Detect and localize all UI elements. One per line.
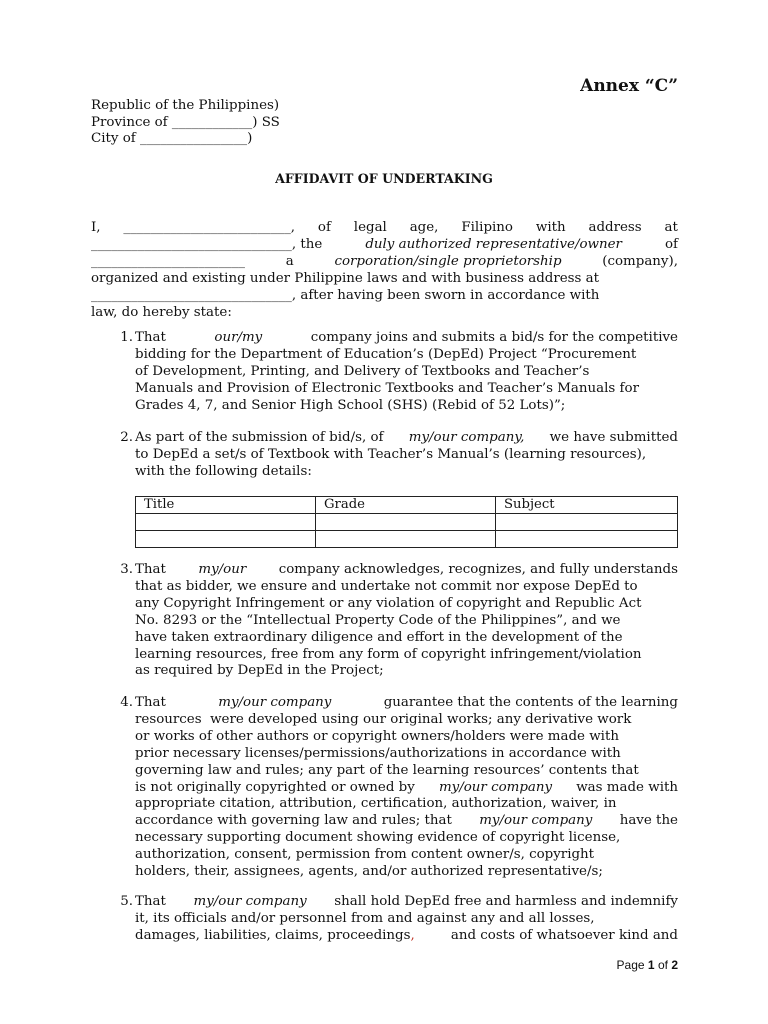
item-text-run: That [135, 330, 166, 345]
intro-text: ______________________________, after having been sworn in accordance with [91, 287, 600, 303]
intro-line [91, 237, 678, 254]
item-text-run: As part of the submission of bid/s, of [135, 430, 384, 445]
document-title: AFFIDAVIT OF UNDERTAKING [275, 171, 493, 186]
intro-text: at [664, 220, 678, 235]
intro-text: a [285, 253, 294, 269]
page-current: 1 [647, 958, 655, 972]
intro-text: age, [409, 220, 439, 235]
intro-line [91, 271, 678, 288]
intro-paragraph [91, 220, 678, 321]
intro-line [91, 254, 678, 271]
intro-line [91, 288, 678, 305]
venue-province: Province of ____________) SS [91, 114, 280, 130]
table-row [136, 531, 678, 548]
item-text-run: prior necessary licenses/permissions/authorizations in accordance with [135, 745, 621, 761]
item-text-run: we have submitted [549, 430, 678, 445]
list-item-3 [91, 562, 678, 680]
venue-city: City of ________________) [91, 131, 253, 146]
item-italic-run: my/our [198, 562, 247, 577]
item-text-run: authorization, consent, permission from content owner/s, copyright [135, 847, 595, 863]
item-text [135, 330, 678, 415]
name-blank: _________________________, [123, 220, 296, 235]
intro-text: law, do hereby state: [91, 304, 232, 320]
item-text-run: have taken extraordinary diligence and effort in the development of the [135, 629, 623, 645]
item-italic-run: my/our company [193, 894, 307, 909]
venue-republic: Republic of the Philippines) [91, 98, 280, 113]
intro-text: of [317, 220, 331, 235]
table-cell [316, 531, 496, 548]
list-item-1 [91, 330, 678, 415]
item-text-run: company joins and submits a bid/s for the competitive [310, 330, 678, 345]
item-text [135, 562, 678, 680]
item-number: 4. [120, 695, 133, 710]
item-number: 1. [120, 330, 133, 345]
list-item-2 [91, 430, 678, 481]
table-cell [496, 531, 678, 548]
item-text-run: or works of other authors or copyright owners/holders were made with [135, 728, 619, 744]
item-red-comma: , [410, 927, 415, 943]
item-text-run: to DepEd a set/s of Textbook with Teacher’s Manual’s (learning resources), [135, 446, 647, 462]
page-word: Page [616, 958, 645, 972]
list-item-5 [91, 894, 678, 945]
item-text [135, 894, 678, 945]
item-number: 3. [120, 562, 133, 577]
item-text-run: shall hold DepEd free and harmless and indemnify [334, 894, 678, 909]
item-text-run: damages, liabilities, claims, proceedings [135, 927, 411, 943]
item-text-run: company acknowledges, recognizes, and fully understands [278, 562, 678, 577]
intro-italic: duly authorized representative/owner [365, 236, 622, 252]
item-text-run: bidding for the Department of Education’s (DepEd) Project “Procurement [135, 346, 637, 362]
page-total: 2 [671, 958, 678, 972]
intro-text: Filipino [461, 220, 513, 235]
intro-text: (company), [602, 253, 678, 269]
table-cell [136, 531, 316, 548]
intro-text: with [535, 220, 566, 235]
intro-text: ______________________________, the [91, 236, 323, 252]
intro-text: I, [91, 220, 101, 235]
item-text-run: guarantee that the contents of the learning [383, 695, 678, 710]
item-text-run: is not originally copyrighted or owned by [135, 779, 415, 795]
intro-text: address [588, 220, 642, 235]
table-cell [316, 514, 496, 531]
item-text-run: was made with [576, 779, 678, 795]
list-item-4 [91, 695, 678, 881]
company-blank: _______________________ [91, 253, 245, 269]
item-text-run: any Copyright Infringement or any violation of copyright and Republic Act [135, 595, 642, 611]
column-header-subject: Subject [496, 497, 678, 514]
column-header-grade: Grade [316, 497, 496, 514]
item-text-run: That [135, 894, 166, 909]
item-text-run: with the following details: [135, 463, 312, 479]
table-cell [136, 514, 316, 531]
item-text-run: resources were developed using our original works; any derivative work [135, 711, 632, 727]
intro-text: organized and existing under Philippine laws and with business address at [91, 270, 600, 286]
item-italic-run: our/my [214, 330, 263, 345]
column-header-title: Title [136, 497, 316, 514]
item-text [135, 430, 678, 481]
item-text-run: as required by DepEd in the Project; [135, 663, 384, 679]
item-text-run: of Development, Printing, and Delivery of Textbooks and Teacher’s [135, 363, 590, 379]
item-text-run: That [135, 695, 166, 710]
item-italic-run: my/our company [218, 695, 332, 710]
item-text-run: necessary supporting document showing evidence of copyright license, [135, 830, 621, 846]
item-text-run: No. 8293 or the “Intellectual Property Code of the Philippines”, and we [135, 612, 621, 628]
item-text-run: that as bidder, we ensure and undertake not commit nor expose DepEd to [135, 578, 638, 594]
item-text-run: holders, their, assignees, agents, and/or authorized representative/s; [135, 864, 603, 880]
item-text-run: accordance with governing law and rules; that [135, 813, 452, 829]
item-text-run: governing law and rules; any part of the learning resources’ contents that [135, 762, 639, 778]
table-row [136, 514, 678, 531]
annex-label: Annex “C” [580, 76, 678, 96]
item-text-run: Grades 4, 7, and Senior High School (SHS) (Rebid of 52 Lots)”; [135, 397, 566, 413]
page-footer [617, 957, 678, 974]
intro-text: of [664, 236, 678, 252]
intro-line [91, 220, 678, 237]
item-text-run: That [135, 562, 166, 577]
page-of-word: of [657, 958, 668, 972]
item-text-run: appropriate citation, attribution, certification, authorization, waiver, in [135, 796, 617, 812]
item-text [135, 695, 678, 881]
table-cell [496, 514, 678, 531]
learning-resources-table [135, 496, 678, 548]
intro-italic: corporation/single proprietorship [334, 253, 562, 269]
intro-line [91, 305, 678, 322]
item-text-run: have the [619, 813, 678, 829]
table-header-row [136, 497, 678, 514]
item-italic-run: my/our company [438, 779, 553, 795]
item-text-run: learning resources, free from any form of copyright infringement/violation [135, 646, 642, 662]
item-italic-run: my/our company [479, 813, 593, 829]
item-number: 2. [120, 430, 133, 445]
item-text-run: Manuals and Provision of Electronic Textbooks and Teacher’s Manuals for [135, 380, 639, 396]
venue-block [91, 98, 280, 148]
item-text-run: and costs of whatsoever kind and [450, 927, 678, 943]
intro-text: legal [353, 220, 387, 235]
item-number: 5. [120, 894, 133, 909]
item-italic-run: my/our company, [408, 430, 525, 445]
item-text-run: it, its officials and/or personnel from and against any and all losses, [135, 910, 595, 926]
